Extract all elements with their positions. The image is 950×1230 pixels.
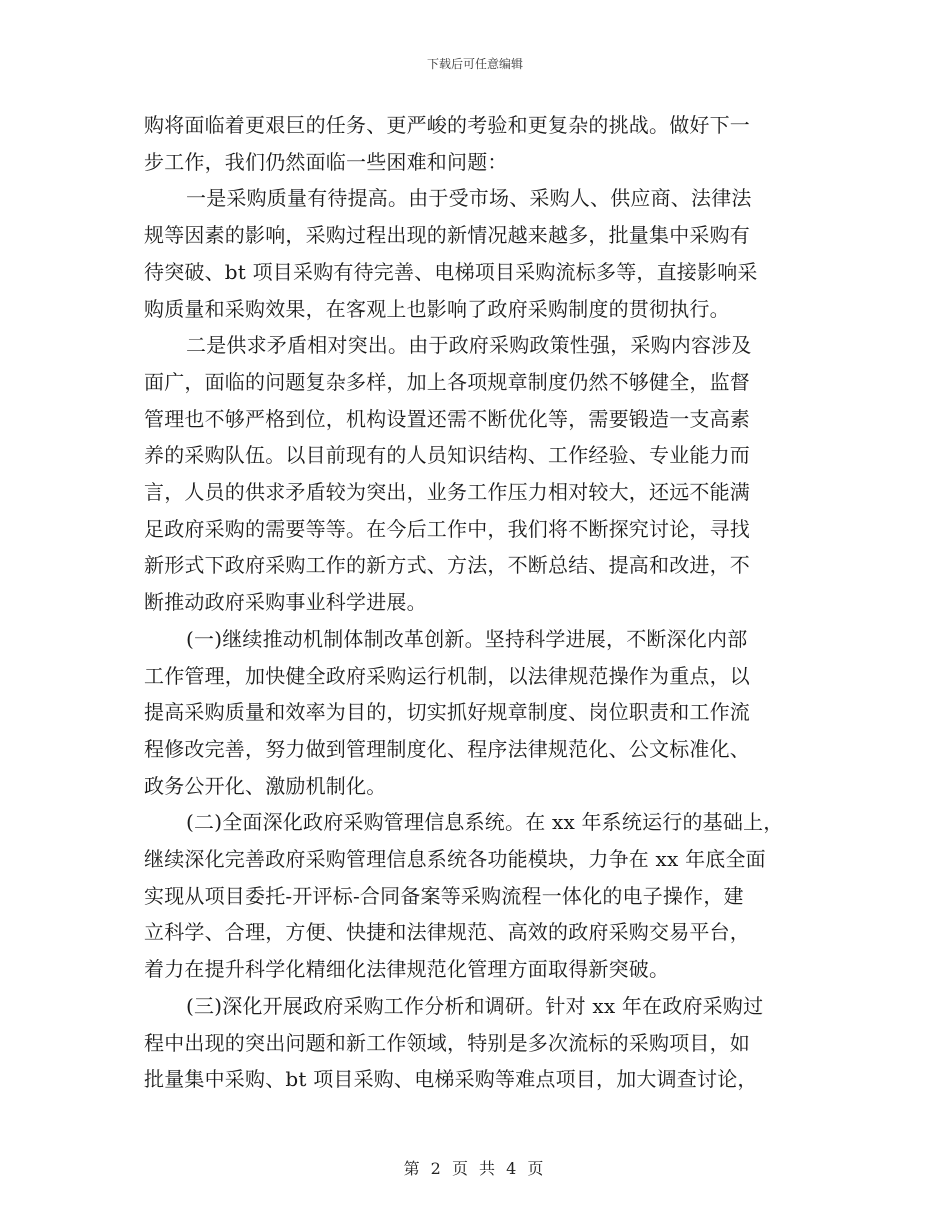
text-line: 着力在提升科学化精细化法律规范化管理方面取得新突破。 xyxy=(144,957,670,982)
text-line: 立科学、合理，方便、快捷和法律规范、高效的政府采购交易平台， xyxy=(144,920,750,945)
text-line: 管理也不够严格到位，机构设置还需不断优化等，需要锻造一支高素 xyxy=(144,406,750,431)
text-line: 规等因素的影响，采购过程出现的新情况越来越多，批量集中采购有 xyxy=(144,223,750,248)
text-line: (三)深化开展政府采购工作分析和调研。针对 xx 年在政府采购过 xyxy=(186,993,764,1018)
text-line: 一是采购质量有待提高。由于受市场、采购人、供应商、法律法 xyxy=(186,186,752,211)
text-line: (二)全面深化政府采购管理信息系统。在 xx 年系统运行的基础上， xyxy=(186,810,784,835)
text-line: 新形式下政府采购工作的新方式、方法，不断总结、提高和改进，不 xyxy=(144,553,750,578)
text-line: 继续深化完善政府采购管理信息系统各功能模块，力争在 xx 年底全面 xyxy=(144,847,766,872)
text-line: 待突破、bt 项目采购有待完善、电梯项目采购流标多等，直接影响采 xyxy=(144,259,758,284)
text-line: 养的采购队伍。以目前现有的人员知识结构、工作经验、专业能力而 xyxy=(144,443,750,468)
text-line: 面广，面临的问题复杂多样，加上各项规章制度仍然不够健全，监督 xyxy=(144,369,750,394)
text-line: 购将面临着更艰巨的任务、更严峻的考验和更复杂的挑战。做好下一 xyxy=(144,113,750,137)
text-line: (一)继续推动机制体制改革创新。坚持科学进展，不断深化内部 xyxy=(186,626,748,651)
page-footer: 第 2 页 共 4 页 xyxy=(403,1159,547,1178)
text-line: 实现从项目委托-开评标-合同备案等采购流程一体化的电子操作，建 xyxy=(144,883,744,908)
text-line: 步工作，我们仍然面临一些困难和问题： xyxy=(144,149,508,174)
text-line: 言，人员的供求矛盾较为突出，业务工作压力相对较大，还远不能满 xyxy=(144,480,750,505)
text-line: 工作管理，加快健全政府采购运行机制，以法律规范操作为重点，以 xyxy=(144,663,750,688)
text-line: 断推动政府采购事业科学进展。 xyxy=(144,590,427,615)
text-line: 足政府采购的需要等等。在今后工作中，我们将不断探究讨论，寻找 xyxy=(144,516,750,541)
text-line: 政务公开化、激励机制化。 xyxy=(144,773,387,798)
text-line: 二是供求矛盾相对突出。由于政府采购政策性强，采购内容涉及 xyxy=(186,333,752,358)
text-line: 批量集中采购、bt 项目采购、电梯采购等难点项目，加大调查讨论， xyxy=(144,1067,758,1092)
text-line: 程中出现的突出问题和新工作领域，特别是多次流标的采购项目，如 xyxy=(144,1030,750,1055)
text-line: 提高采购质量和效率为目的，切实抓好规章制度、岗位职责和工作流 xyxy=(144,700,750,725)
document-body xyxy=(144,107,809,1098)
text-line: 程修改完善，努力做到管理制度化、程序法律规范化、公文标准化、 xyxy=(144,736,750,761)
text-line: 购质量和采购效果，在客观上也影响了政府采购制度的贯彻执行。 xyxy=(144,296,730,321)
page-header: 下载后可任意编辑 xyxy=(426,57,523,71)
